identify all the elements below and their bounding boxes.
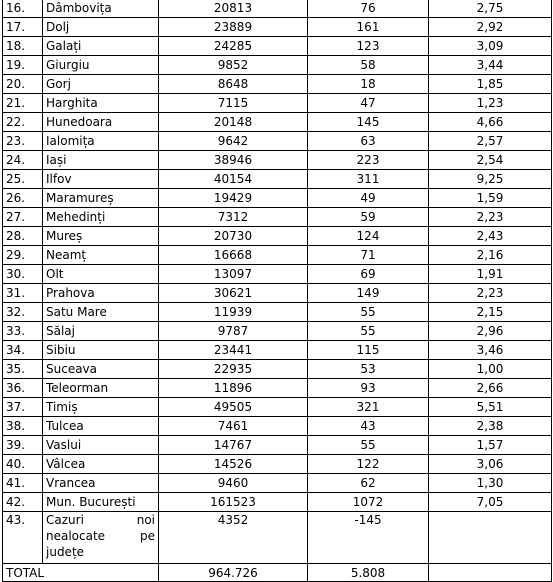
row-number: 27. — [3, 208, 43, 227]
county-name: Mureș — [43, 227, 159, 246]
county-name: Gorj — [43, 75, 159, 94]
unallocated-label-line-3: județe — [46, 545, 85, 559]
row-number: 28. — [3, 227, 43, 246]
row-number: 24. — [3, 151, 43, 170]
row-number: 23. — [3, 132, 43, 151]
value-c: 9,25 — [429, 170, 552, 189]
county-name: Olt — [43, 265, 159, 284]
value-a: 9787 — [159, 322, 308, 341]
row-number: 42. — [3, 493, 43, 512]
value-c: 1,91 — [429, 265, 552, 284]
value-c: 2,43 — [429, 227, 552, 246]
value-b: 47 — [308, 94, 429, 113]
county-name: Iași — [43, 151, 159, 170]
value-b: 58 — [308, 56, 429, 75]
unallocated-label-line-1: Cazuri noi — [46, 513, 155, 527]
value-c: 2,23 — [429, 284, 552, 303]
table-row — [3, 56, 552, 75]
value-a: 20813 — [159, 0, 308, 18]
value-c: 1,59 — [429, 189, 552, 208]
row-number: 19. — [3, 56, 43, 75]
row-number: 34. — [3, 341, 43, 360]
table-row — [3, 0, 552, 18]
value-a: 11939 — [159, 303, 308, 322]
value-c: 3,46 — [429, 341, 552, 360]
table-row — [3, 246, 552, 265]
value-c: 1,00 — [429, 360, 552, 379]
table-row — [3, 265, 552, 284]
value-a: 9852 — [159, 56, 308, 75]
table-row — [3, 474, 552, 493]
value-a: 14767 — [159, 436, 308, 455]
table-row — [3, 493, 552, 512]
value-a: 23889 — [159, 18, 308, 37]
value-b: 1072 — [308, 493, 429, 512]
value-b: 311 — [308, 170, 429, 189]
value-a: 11896 — [159, 379, 308, 398]
table-row — [3, 227, 552, 246]
table-row — [3, 417, 552, 436]
value-a: 9642 — [159, 132, 308, 151]
county-name: Mun. București — [43, 493, 159, 512]
unallocated-label — [43, 512, 159, 564]
row-number: 31. — [3, 284, 43, 303]
table-row — [3, 75, 552, 94]
row-number: 29. — [3, 246, 43, 265]
unallocated-value-c — [429, 512, 552, 564]
value-b: 62 — [308, 474, 429, 493]
value-a: 7312 — [159, 208, 308, 227]
value-c: 5,51 — [429, 398, 552, 417]
row-number: 26. — [3, 189, 43, 208]
table-row — [3, 379, 552, 398]
value-b: 43 — [308, 417, 429, 436]
value-c: 1,85 — [429, 75, 552, 94]
value-b: 63 — [308, 132, 429, 151]
county-name: Mehedinți — [43, 208, 159, 227]
table-row — [3, 322, 552, 341]
value-a: 7115 — [159, 94, 308, 113]
value-b: 59 — [308, 208, 429, 227]
value-b: 49 — [308, 189, 429, 208]
county-name: Teleorman — [43, 379, 159, 398]
value-b: 123 — [308, 37, 429, 56]
row-number: 30. — [3, 265, 43, 284]
county-name: Sibiu — [43, 341, 159, 360]
value-a: 161523 — [159, 493, 308, 512]
row-number: 16. — [3, 0, 43, 18]
value-c: 1,23 — [429, 94, 552, 113]
total-label: TOTAL — [3, 564, 159, 582]
county-name: Maramureș — [43, 189, 159, 208]
table-row — [3, 436, 552, 455]
row-number: 20. — [3, 75, 43, 94]
county-name: Sălaj — [43, 322, 159, 341]
row-number: 21. — [3, 94, 43, 113]
county-name: Vâlcea — [43, 455, 159, 474]
total-value-a: 964.726 — [159, 564, 308, 582]
value-c: 2,15 — [429, 303, 552, 322]
row-number: 41. — [3, 474, 43, 493]
table-row — [3, 18, 552, 37]
value-c: 1,57 — [429, 436, 552, 455]
value-a: 40154 — [159, 170, 308, 189]
value-c: 2,92 — [429, 18, 552, 37]
value-b: 223 — [308, 151, 429, 170]
value-b: 71 — [308, 246, 429, 265]
table-row — [3, 341, 552, 360]
county-name: Prahova — [43, 284, 159, 303]
value-c: 2,57 — [429, 132, 552, 151]
county-name: Dâmbovița — [43, 0, 159, 18]
total-value-c — [429, 564, 552, 582]
value-b: 18 — [308, 75, 429, 94]
value-a: 8648 — [159, 75, 308, 94]
value-b: 149 — [308, 284, 429, 303]
value-a: 7461 — [159, 417, 308, 436]
table-row — [3, 113, 552, 132]
row-number: 18. — [3, 37, 43, 56]
row-number: 25. — [3, 170, 43, 189]
value-b: 69 — [308, 265, 429, 284]
value-b: 122 — [308, 455, 429, 474]
value-a: 38946 — [159, 151, 308, 170]
unallocated-value-b: -145 — [308, 512, 429, 564]
table-row — [3, 455, 552, 474]
county-name: Harghita — [43, 94, 159, 113]
row-number: 37. — [3, 398, 43, 417]
value-a: 30621 — [159, 284, 308, 303]
table-row — [3, 284, 552, 303]
value-b: 53 — [308, 360, 429, 379]
value-c: 2,96 — [429, 322, 552, 341]
value-a: 20148 — [159, 113, 308, 132]
value-c: 2,75 — [429, 0, 552, 18]
value-c: 2,23 — [429, 208, 552, 227]
table-row — [3, 151, 552, 170]
county-name: Tulcea — [43, 417, 159, 436]
value-c: 2,54 — [429, 151, 552, 170]
county-name: Galați — [43, 37, 159, 56]
value-b: 93 — [308, 379, 429, 398]
county-name: Hunedoara — [43, 113, 159, 132]
value-a: 9460 — [159, 474, 308, 493]
value-b: 76 — [308, 0, 429, 18]
value-c: 7,05 — [429, 493, 552, 512]
value-c: 2,16 — [429, 246, 552, 265]
unallocated-label-line-2: nealocate pe — [46, 529, 155, 543]
table-row — [3, 170, 552, 189]
value-a: 24285 — [159, 37, 308, 56]
table-row — [3, 132, 552, 151]
value-b: 55 — [308, 322, 429, 341]
value-a: 19429 — [159, 189, 308, 208]
county-name: Suceava — [43, 360, 159, 379]
row-number: 22. — [3, 113, 43, 132]
table-row — [3, 37, 552, 56]
county-name: Dolj — [43, 18, 159, 37]
value-b: 161 — [308, 18, 429, 37]
value-a: 14526 — [159, 455, 308, 474]
row-number: 35. — [3, 360, 43, 379]
county-name: Satu Mare — [43, 303, 159, 322]
value-b: 115 — [308, 341, 429, 360]
value-c: 4,66 — [429, 113, 552, 132]
county-name: Vaslui — [43, 436, 159, 455]
value-c: 2,66 — [429, 379, 552, 398]
value-c: 1,30 — [429, 474, 552, 493]
row-number: 32. — [3, 303, 43, 322]
county-name: Giurgiu — [43, 56, 159, 75]
table-body — [3, 0, 552, 582]
value-a: 20730 — [159, 227, 308, 246]
value-a: 23441 — [159, 341, 308, 360]
value-c: 2,38 — [429, 417, 552, 436]
row-number: 38. — [3, 417, 43, 436]
table-row — [3, 208, 552, 227]
county-name: Vrancea — [43, 474, 159, 493]
value-b: 145 — [308, 113, 429, 132]
county-name: Neamț — [43, 246, 159, 265]
value-a: 22935 — [159, 360, 308, 379]
row-number: 36. — [3, 379, 43, 398]
table-row — [3, 360, 552, 379]
value-a: 13097 — [159, 265, 308, 284]
table-row — [3, 398, 552, 417]
value-b: 124 — [308, 227, 429, 246]
value-a: 16668 — [159, 246, 308, 265]
county-name: Ialomița — [43, 132, 159, 151]
county-cases-table — [2, 0, 552, 582]
value-b: 55 — [308, 436, 429, 455]
value-b: 55 — [308, 303, 429, 322]
value-c: 3,09 — [429, 37, 552, 56]
table-row — [3, 189, 552, 208]
value-c: 3,06 — [429, 455, 552, 474]
row-number: 40. — [3, 455, 43, 474]
total-value-b: 5.808 — [308, 564, 429, 582]
row-number: 39. — [3, 436, 43, 455]
value-a: 49505 — [159, 398, 308, 417]
table-row — [3, 303, 552, 322]
row-number: 33. — [3, 322, 43, 341]
row-number: 43. — [3, 512, 43, 564]
value-c: 3,44 — [429, 56, 552, 75]
unallocated-value-a: 4352 — [159, 512, 308, 564]
row-number: 17. — [3, 18, 43, 37]
table-row-total — [3, 564, 552, 582]
county-name: Timiș — [43, 398, 159, 417]
table-row — [3, 94, 552, 113]
value-b: 321 — [308, 398, 429, 417]
table-row-unallocated — [3, 512, 552, 564]
county-name: Ilfov — [43, 170, 159, 189]
